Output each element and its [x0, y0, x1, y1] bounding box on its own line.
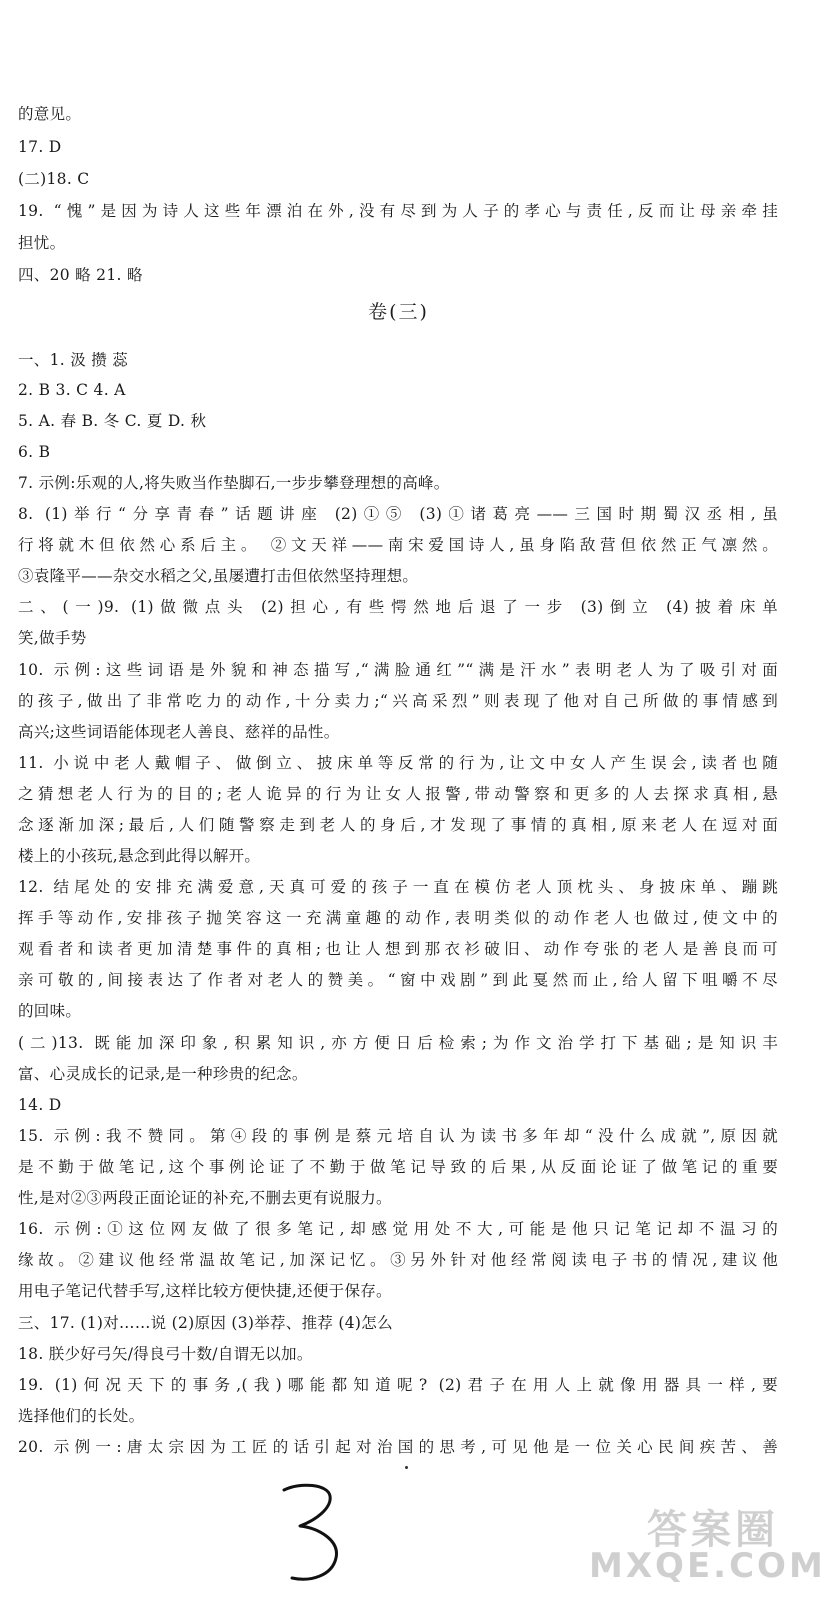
- text-line: 念逐渐加深;最后,人们随警察走到老人的身后,才发现了事情的真相,原来老人在逗对面: [18, 816, 778, 834]
- text-line: 性,是对②③两段正面论证的补充,不删去更有说服力。: [18, 1189, 392, 1207]
- watermark-logo: [589, 1498, 826, 1588]
- text-line: 观看者和读者更加清楚事件的真相;也让人想到那衣衫破旧、动作夸张的老人是善良而可: [18, 940, 778, 958]
- text-line: 四、20 略 21. 略: [18, 266, 143, 284]
- text-line: 用电子笔记代替手写,这样比较方便快捷,还便于保存。: [18, 1282, 392, 1300]
- text-line: ③袁隆平——杂交水稻之父,虽屡遭打击但依然坚持理想。: [18, 567, 419, 585]
- text-line: 17. D: [18, 138, 62, 156]
- handwritten-page-number-3: [270, 1478, 350, 1588]
- text-line: 之猜想老人行为的目的;老人诡异的行为让女人报警,带动警察和更多的人去探求真相,悬: [18, 785, 778, 803]
- text-line: 6. B: [18, 443, 51, 461]
- text-line: 笑,做手势: [18, 629, 87, 647]
- text-line: 19. (1)何况天下的事务,(我)哪能都知道呢? (2)君子在用人上就像用器具一样,要: [18, 1376, 778, 1394]
- text-line: 20. 示例一:唐太宗因为工匠的话引起对治国的思考,可见他是一位关心民间疾苦、善: [18, 1438, 778, 1456]
- text-line: 一、1. 汲 攒 蕊: [18, 351, 129, 369]
- text-line: 8. (1)举行“分享青春”话题讲座 (2)①⑤ (3)①诸葛亮——三国时期蜀汉丞相,虽: [18, 505, 778, 523]
- text-line: (二)13. 既能加深印象,积累知识,亦方便日后检索;为作文治学打下基础;是知识丰: [18, 1034, 778, 1052]
- text-line: 二、(一)9. (1)做微点头 (2)担心,有些愕然地后退了一步 (3)倒立 (4)披着床单: [18, 598, 778, 616]
- text-line: 高兴;这些词语能体现老人善良、慈祥的品性。: [18, 723, 340, 741]
- watermark-english: MXQE.COM: [589, 1546, 826, 1586]
- text-line: 楼上的小孩玩,悬念到此得以解开。: [18, 847, 261, 865]
- text-line: 5. A. 春 B. 冬 C. 夏 D. 秋: [18, 412, 207, 430]
- text-line: 7. 示例:乐观的人,将失败当作垫脚石,一步步攀登理想的高峰。: [18, 474, 450, 492]
- text-line: 缘故。②建议他经常温故笔记,加深记忆。③另外针对他经常阅读电子书的情况,建议他: [18, 1251, 778, 1269]
- section-title: 卷(三): [368, 301, 429, 323]
- text-line: 19. “愧”是因为诗人这些年漂泊在外,没有尽到为人子的孝心与责任,反而让母亲牵挂: [18, 202, 778, 220]
- text-line: 14. D: [18, 1096, 62, 1114]
- text-line: 是不勤于做笔记,这个事例论证了不勤于做笔记导致的后果,从反面论证了做笔记的重要: [18, 1158, 778, 1176]
- text-line: 的回味。: [18, 1002, 82, 1020]
- text-line: 行将就木但依然心系后主。 ②文天祥——南宋爱国诗人,虽身陷敌营但依然正气凛然。: [18, 536, 778, 554]
- text-line: 的孩子,做出了非常吃力的动作,十分卖力;“兴高采烈”则表现了他对自己所做的事情感到: [18, 692, 778, 710]
- text-line: 18. 朕少好弓矢/得良弓十数/自谓无以加。: [18, 1345, 313, 1363]
- ink-dot: [405, 1466, 408, 1469]
- text-line: 富、心灵成长的记录,是一种珍贵的纪念。: [18, 1065, 308, 1083]
- text-line: 挥手等动作,安排孩子抛笑容这一充满童趣的动作,表明类似的动作老人也做过,使文中的: [18, 909, 778, 927]
- text-line: 15. 示例:我不赞同。第④段的事例是蔡元培自认为读书多年却“没什么成就”,原因就: [18, 1127, 778, 1145]
- text-line: 16. 示例:①这位网友做了很多笔记,却感觉用处不大,可能是他只记笔记却不温习的: [18, 1220, 778, 1238]
- text-line: 10. 示例:这些词语是外貌和神态描写,“满脸通红”“满是汗水”表明老人为了吸引对面: [18, 661, 778, 679]
- text-line: 12. 结尾处的安排充满爱意,天真可爱的孩子一直在模仿老人顶枕头、身披床单、蹦跳: [18, 878, 778, 896]
- watermark-chinese: 答案圈: [647, 1507, 779, 1553]
- text-line: 担忧。: [18, 234, 66, 252]
- text-line: 选择他们的长处。: [18, 1407, 145, 1425]
- text-line: 11. 小说中老人戴帽子、做倒立、披床单等反常的行为,让文中女人产生误会,读者也随: [18, 754, 778, 772]
- text-line: (二)18. C: [18, 170, 90, 188]
- text-line: 三、17. (1)对……说 (2)原因 (3)举荐、推荐 (4)怎么: [18, 1314, 393, 1332]
- text-line: 2. B 3. C 4. A: [18, 381, 126, 399]
- text-line: 亲可敬的,间接表达了作者对老人的赞美。“窗中戏剧”到此戛然而止,给人留下咀嚼不尽: [18, 971, 778, 989]
- text-line: 的意见。: [18, 105, 82, 123]
